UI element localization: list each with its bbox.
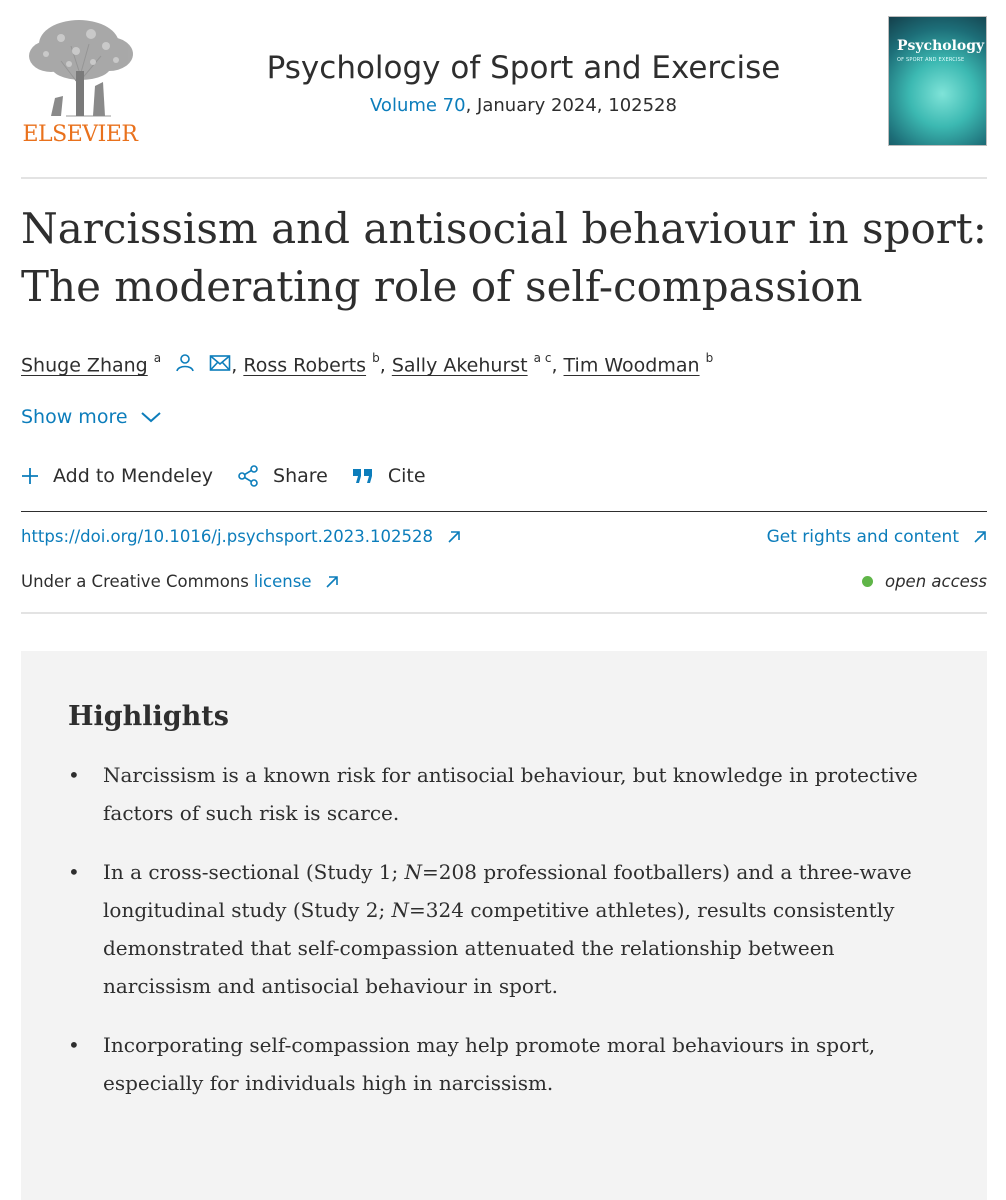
cover-subtitle: OF SPORT AND EXERCISE — [897, 57, 965, 63]
journal-info — [201, 48, 846, 118]
highlights-heading: Highlights — [68, 701, 229, 732]
author-separator: , — [379, 354, 392, 377]
toolbar-divider — [21, 511, 987, 512]
highlights-section — [21, 651, 987, 1200]
highlight-item — [68, 853, 928, 1005]
author-affiliation[interactable]: b — [705, 351, 714, 365]
license-prefix: Under a Creative Commons — [21, 572, 249, 591]
title-line-2: The moderating role of self-compassion — [21, 262, 863, 311]
rights-text: Get rights and content — [766, 527, 959, 547]
author-link[interactable]: Shuge Zhang — [21, 354, 148, 377]
highlight-text-part: =324 competitive athletes), results consistently demonstrated that self-compassion attenuated the relationship between narcissism and antisocial behaviour in sport. — [103, 898, 895, 998]
person-icon[interactable] — [175, 352, 195, 380]
open-access-label: open access — [884, 572, 987, 591]
article-title — [21, 200, 987, 316]
meta-divider — [21, 612, 987, 614]
license-statement — [21, 572, 339, 591]
share-label: Share — [273, 465, 328, 487]
author-list — [21, 346, 713, 380]
author-link[interactable]: Ross Roberts — [243, 354, 367, 377]
license-row — [21, 572, 987, 598]
cite-label: Cite — [387, 465, 426, 487]
journal-issue — [201, 94, 846, 118]
add-to-mendeley-button[interactable] — [21, 465, 213, 487]
highlights-list — [68, 756, 928, 1123]
envelope-icon[interactable] — [209, 352, 231, 380]
doi-link[interactable] — [21, 527, 461, 546]
volume-link[interactable]: Volume 70 — [370, 95, 466, 116]
author-affiliation[interactable]: a — [153, 351, 162, 365]
plus-icon — [21, 467, 39, 485]
quote-icon — [352, 467, 374, 485]
chevron-down-icon — [140, 410, 162, 424]
author-separator: , — [231, 354, 244, 377]
highlight-item — [68, 1026, 928, 1102]
license-link[interactable] — [254, 572, 340, 591]
get-rights-link[interactable] — [767, 527, 987, 547]
highlight-text: Incorporating self-compassion may help promote moral behaviours in sport, especially for individuals high in narcissism. — [103, 1033, 876, 1095]
author-link[interactable]: Tim Woodman — [563, 354, 700, 377]
share-button[interactable] — [237, 465, 328, 487]
author-affiliation[interactable]: b — [372, 351, 380, 365]
issue-details: , January 2024, 102528 — [465, 95, 677, 116]
share-icon — [237, 465, 259, 487]
external-link-icon — [447, 530, 461, 544]
publisher-name: ELSEVIER — [22, 122, 138, 147]
header-divider — [21, 177, 987, 179]
cite-button[interactable] — [352, 465, 426, 487]
sample-size-symbol: N — [404, 860, 423, 884]
elsevier-logo[interactable] — [21, 16, 139, 148]
external-link-icon — [973, 530, 987, 544]
highlight-text-part: =208 professional footballers) and a three-wave longitudinal study (Study 2; — [103, 860, 912, 922]
doi-text: https://doi.org/10.1016/j.psychsport.2023.102528 — [21, 527, 434, 546]
bullet: • — [68, 1033, 80, 1057]
bullet: • — [68, 763, 80, 787]
sample-size-symbol: N — [391, 898, 410, 922]
highlight-item — [68, 756, 928, 832]
author-separator: , — [551, 354, 564, 377]
bullet: • — [68, 860, 80, 884]
highlight-text-part: In a cross-sectional (Study 1; — [103, 860, 405, 884]
cover-title: Psychology — [897, 38, 985, 54]
author-link[interactable]: Sally Akehurst — [391, 354, 528, 377]
title-line-1: Narcissism and antisocial behaviour in sport: — [21, 204, 987, 253]
open-access-dot-icon — [862, 576, 873, 587]
open-access-badge — [862, 572, 987, 591]
article-toolbar — [21, 465, 450, 487]
external-link-icon — [325, 575, 339, 589]
journal-cover-image[interactable] — [888, 16, 987, 146]
highlight-text: Narcissism is a known risk for antisocial behaviour, but knowledge in protective factors of such risk is scarce. — [103, 763, 918, 825]
author-affiliation[interactable]: a c — [533, 351, 552, 365]
license-link-text: license — [253, 572, 312, 591]
show-more-label: Show more — [21, 406, 128, 428]
journal-header — [21, 16, 987, 148]
mendeley-label: Add to Mendeley — [53, 465, 214, 487]
doi-row — [21, 527, 987, 553]
tree-icon — [21, 16, 139, 120]
show-more-button[interactable] — [21, 406, 162, 428]
journal-title[interactable]: Psychology of Sport and Exercise — [266, 50, 781, 86]
